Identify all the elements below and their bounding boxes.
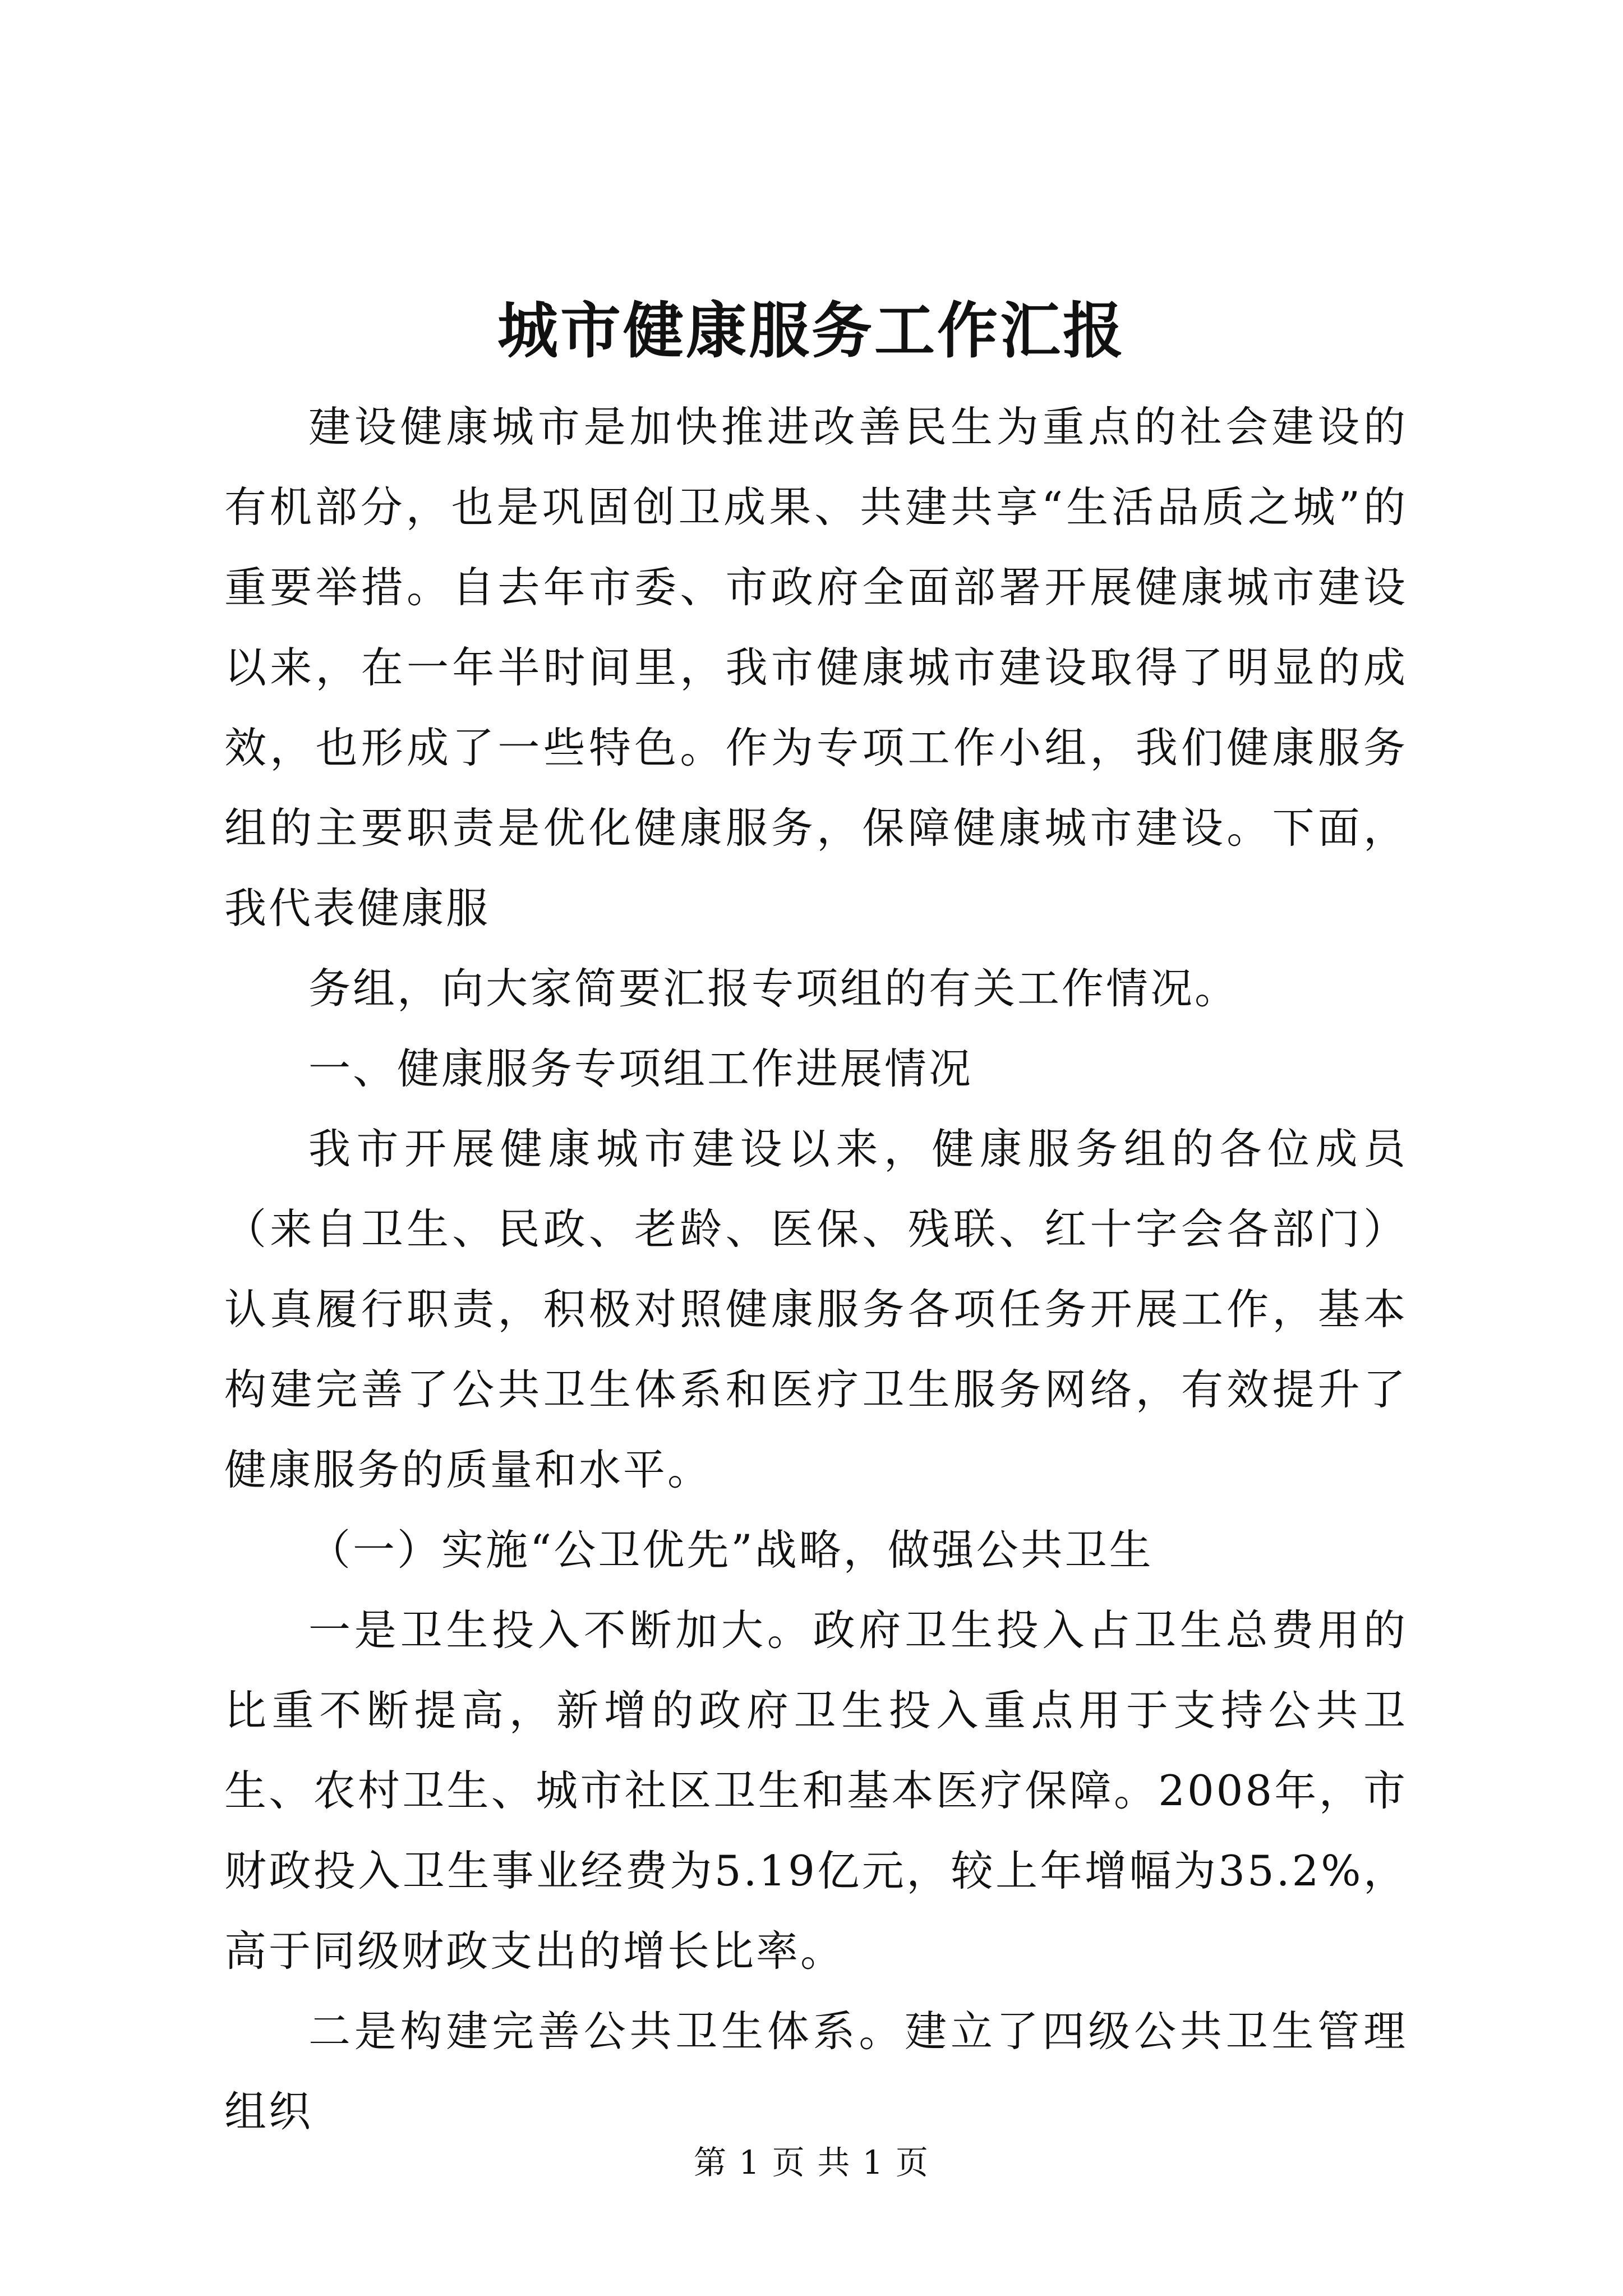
paragraph-section-1: 我市开展健康城市建设以来，健康服务组的各位成员（来自卫生、民政、老龄、医保、残联、红十字会各部门）认真履行职责，积极对照健康服务各项任务开展工作，基本构建完善了公共卫生体系和医疗卫生服务网络，有效提升了健康服务的质量和水平。	[224, 1124, 1408, 1494]
subsection-heading-1: （一）实施“公卫优先”战略，做强公共卫生	[308, 1525, 1154, 1575]
page-footer: 第 1 页 共 1 页	[694, 2143, 929, 2182]
paragraph-investment: 一是卫生投入不断加大。政府卫生投入占卫生总费用的比重不断提高，新增的政府卫生投入重点用于支持公共卫生、农村卫生、城市社区卫生和基本医疗保障。2008年，市财政投入卫生事业经费为5.19亿元，较上年增幅为35.2%，高于同级财政支出的增长比率。	[224, 1605, 1408, 1976]
paragraph-public-health-system: 二是构建完善公共卫生体系。建立了四级公共卫生管理组织	[224, 2007, 1408, 2136]
document-title: 城市健康服务工作汇报	[497, 296, 1126, 366]
section-heading-1: 一、健康服务专项组工作进展情况	[308, 1044, 974, 1093]
paragraph-intro-continued: 务组，向大家简要汇报专项组的有关工作情况。	[308, 964, 1239, 1013]
document-body	[224, 387, 1408, 2152]
paragraph-intro: 建设健康城市是加快推进改善民生为重点的社会建设的有机部分，也是巩固创卫成果、共建共享“生活品质之城”的重要举措。自去年市委、市政府全面部署开展健康城市建设以来，在一年半时间里，我市健康城市建设取得了明显的成效，也形成了一些特色。作为专项工作小组，我们健康服务组的主要职责是优化健康服务，保障健康城市建设。下面，我代表健康服	[224, 402, 1408, 933]
